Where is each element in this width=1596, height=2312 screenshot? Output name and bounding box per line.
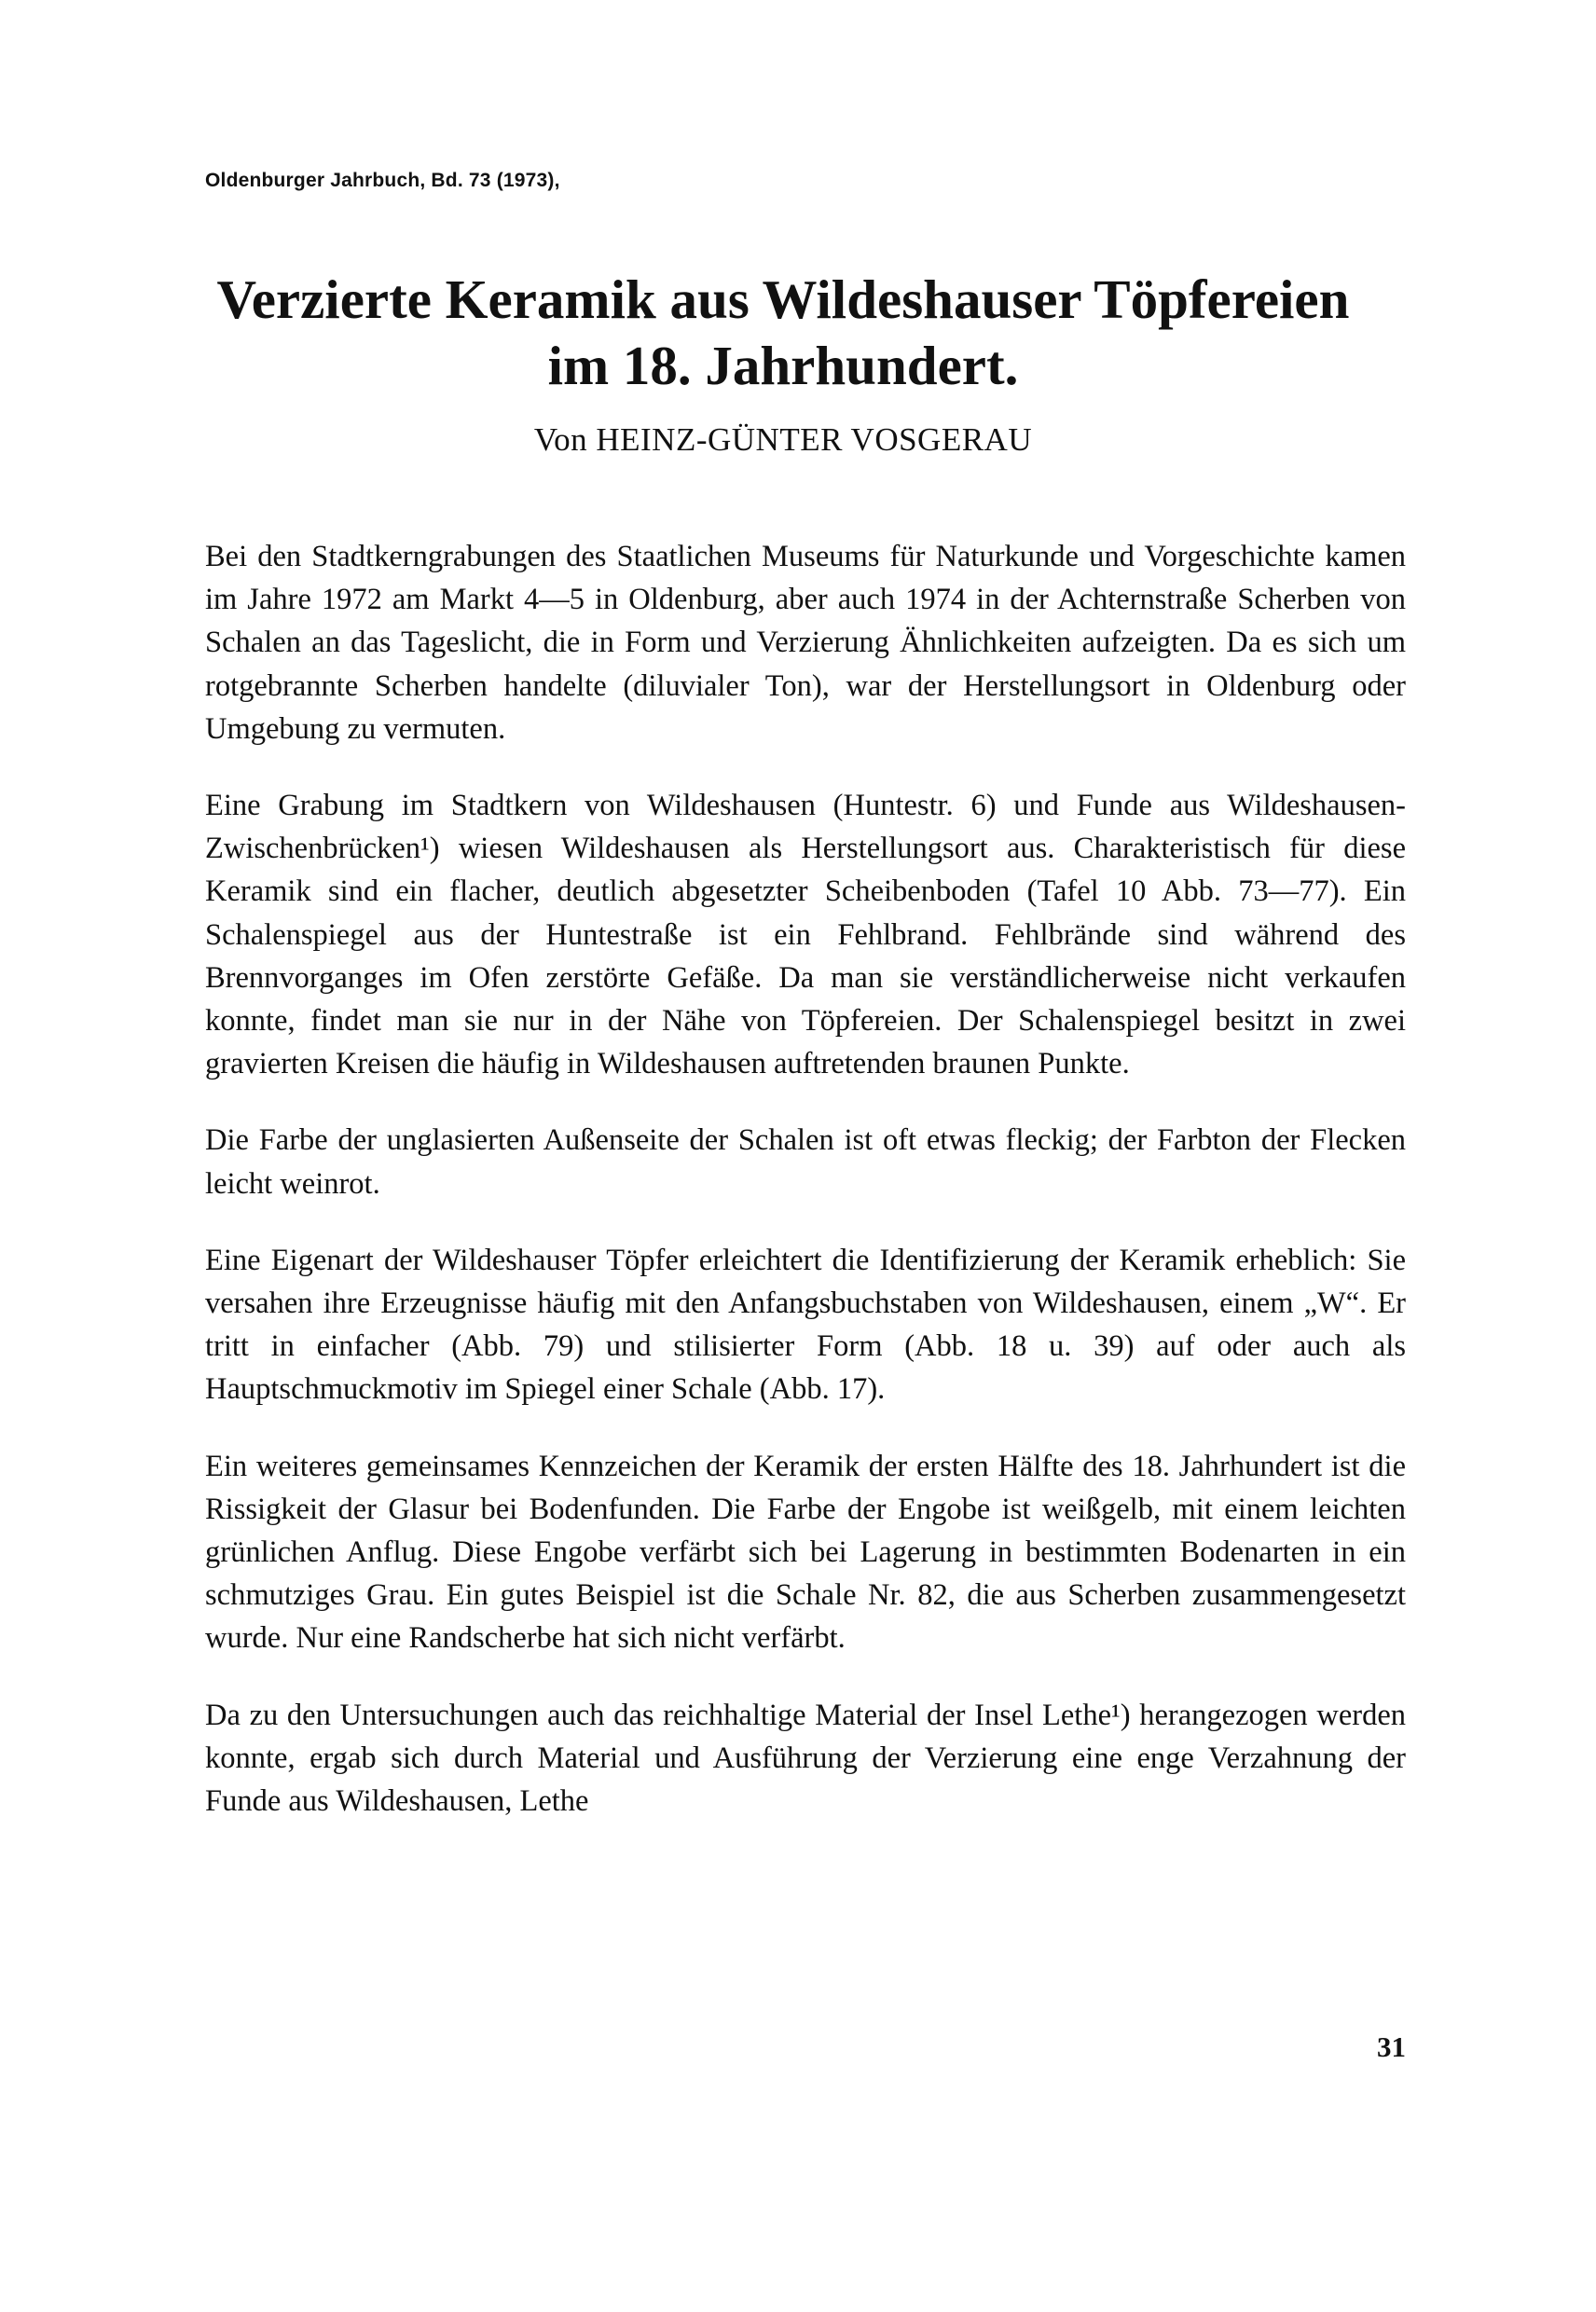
article-body [205, 535, 1406, 1856]
article-title-line-1: Verzierte Keramik aus Wildeshauser Töpfereien [216, 268, 1350, 330]
page-number: 31 [1377, 2030, 1406, 2063]
body-paragraph-4: Eine Eigenart der Wildeshauser Töpfer erleichtert die Identifizierung der Keramik erheblich: Sie versahen ihre Erzeugnisse häufig mit den Anfangsbuchstaben von Wildeshausen, einem „W“. Er tritt in einfacher (Abb. 79) und stilisierter Form (Abb. 18 u. 39) auf oder auch als Hauptschmuckmotiv im Spiegel einer Schale (Abb. 17). [205, 1243, 1406, 1407]
body-paragraph-6: Da zu den Untersuchungen auch das reichhaltige Material der Insel Lethe¹) herangezogen werden konnte, ergab sich durch Material und Ausführung der Verzierung eine enge Verzahnung der Funde aus Wildeshausen, Lethe [205, 1698, 1406, 1819]
author-byline: Von HEINZ-GÜNTER VOSGERAU [533, 421, 1033, 458]
article-title-line-2: im 18. Jahrhundert. [547, 335, 1019, 396]
body-paragraph-2: Eine Grabung im Stadtkern von Wildeshausen (Huntestr. 6) und Funde aus Wildeshausen-Zwischenbrücken¹) wiesen Wildeshausen als Herstellungsort aus. Charakteristisch für diese Keramik sind ein flacher, deutlich abgesetzter Scheibenboden (Tafel 10 Abb. 73—77). Ein Schalenspiegel aus der Huntestraße ist ein Fehlbrand. Fehlbrände sind während des Brennvorganges im Ofen zerstörte Gefäße. Da man sie verständlicherweise nicht verkaufen konnte, findet man sie nur in der Nähe von Töpfereien. Der Schalenspiegel besitzt in zwei gravierten Kreisen die häufig in Wildeshausen auftretenden braunen Punkte. [205, 789, 1406, 1081]
running-head: Oldenburger Jahrbuch, Bd. 73 (1973), [205, 170, 560, 191]
body-paragraph-5: Ein weiteres gemeinsames Kennzeichen der Keramik der ersten Hälfte des 18. Jahrhundert ist die Rissigkeit der Glasur bei Bodenfunden. Die Farbe der Engobe ist weißgelb, mit einem leichten grünlichen Anflug. Diese Engobe verfärbt sich bei Lagerung in bestimmten Bodenarten in ein schmutziges Grau. Ein gutes Beispiel ist die Schale Nr. 82, die aus Scherben zusammengesetzt wurde. Nur eine Randscherbe hat sich nicht verfärbt. [205, 1449, 1406, 1656]
body-paragraph-1: Bei den Stadtkerngrabungen des Staatlichen Museums für Naturkunde und Vorgeschichte kamen im Jahre 1972 am Markt 4—5 in Oldenburg, aber auch 1974 in der Achternstraße Scherben von Schalen an das Tageslicht, die in Form und Verzierung Ähnlichkeiten aufzeigten. Da es sich um rotgebrannte Scherben handelte (diluvialer Ton), war der Herstellungsort in Oldenburg oder Umgebung zu vermuten. [205, 540, 1406, 746]
body-paragraph-3: Die Farbe der unglasierten Außenseite der Schalen ist oft etwas fleckig; der Farbton der Flecken leicht weinrot. [205, 1123, 1406, 1201]
